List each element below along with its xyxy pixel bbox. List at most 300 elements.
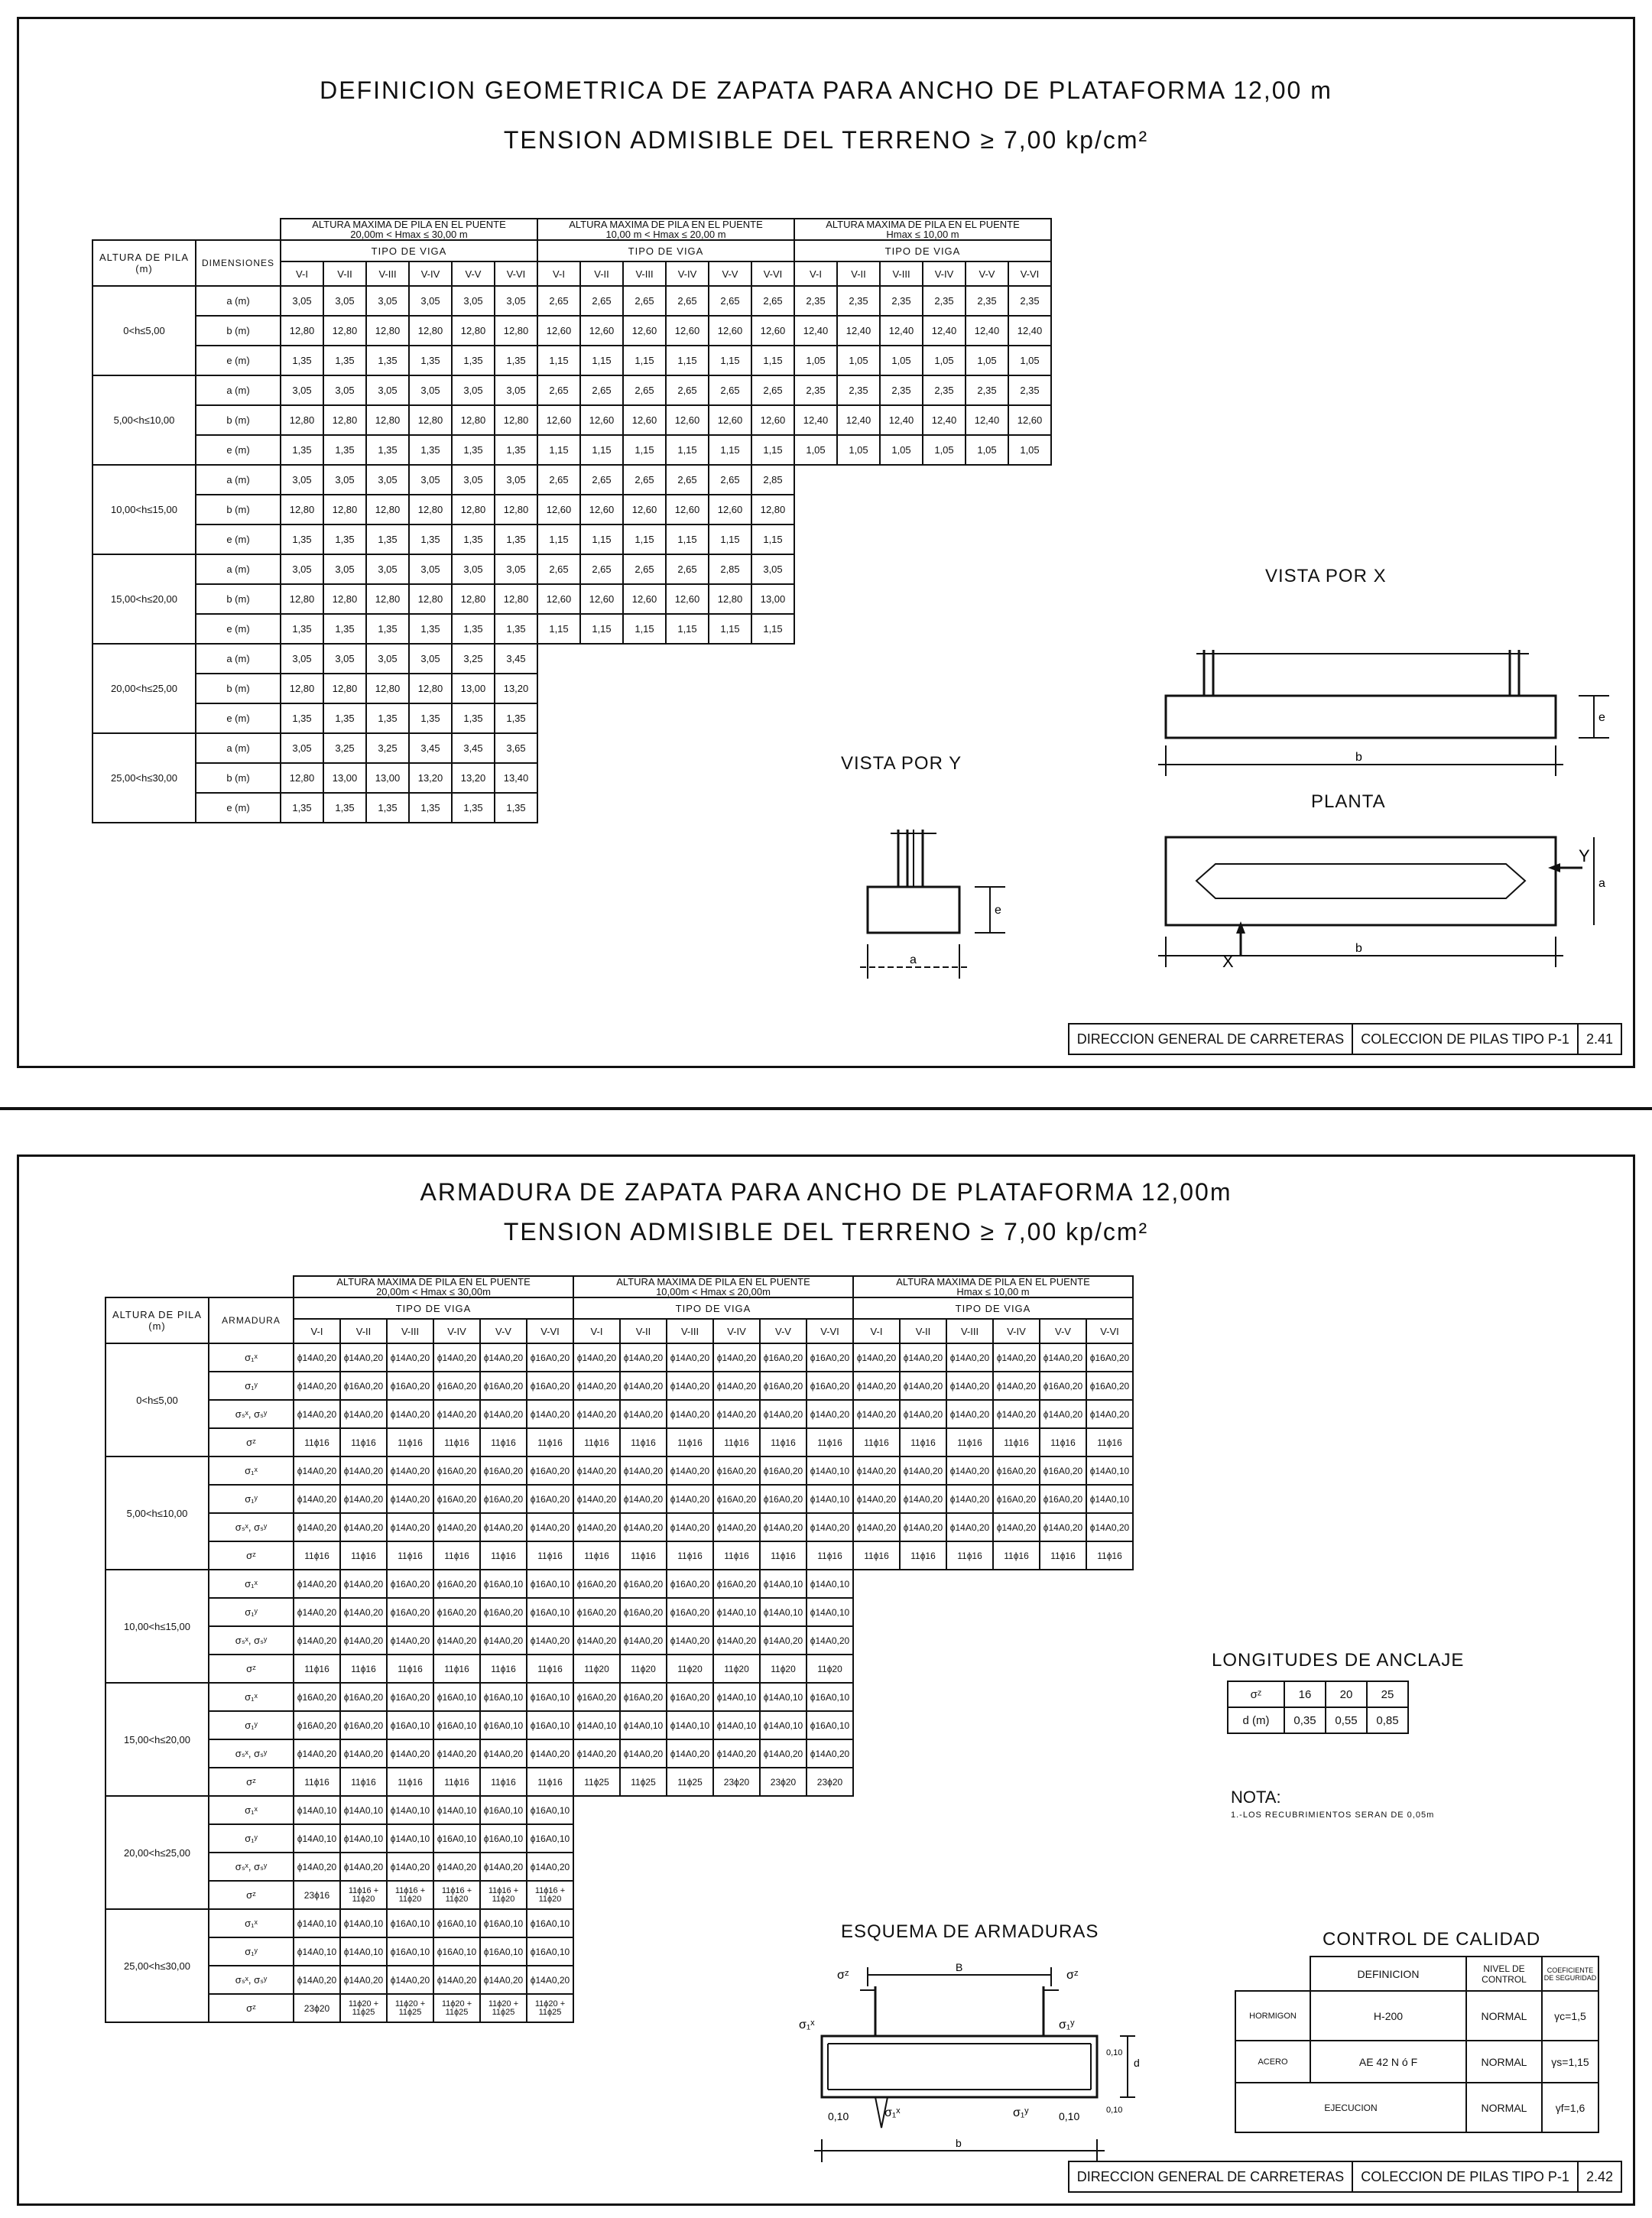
value-cell: 3,05 <box>281 375 323 405</box>
value-cell: 12,80 <box>281 763 323 793</box>
row-sub-label: a (m) <box>196 733 281 763</box>
value-cell: ϕ14A0,20 <box>667 1400 713 1428</box>
row-sub-label: b (m) <box>196 405 281 435</box>
value-cell: 11ϕ16 <box>294 1655 340 1683</box>
anclaje-table <box>1227 1681 1409 1734</box>
value-cell: 3,05 <box>281 465 323 495</box>
value-cell: 12,80 <box>323 316 366 346</box>
table-row <box>105 1626 1133 1655</box>
value-cell: ϕ16A0,20 <box>433 1485 480 1513</box>
value-cell: ϕ14A0,20 <box>387 1485 433 1513</box>
value-cell: ϕ14A0,20 <box>433 1513 480 1541</box>
table-row <box>92 524 1051 554</box>
value-cell: ϕ16A0,20 <box>1040 1456 1086 1485</box>
viga-header-2: V-III <box>946 1319 993 1343</box>
value-cell: ϕ14A0,20 <box>620 1372 667 1400</box>
arrow-x-label: X <box>1222 952 1234 971</box>
value-cell: 23ϕ20 <box>760 1768 807 1796</box>
table-row <box>105 1655 1133 1683</box>
value-cell: 12,80 <box>323 584 366 614</box>
value-cell: 3,05 <box>281 644 323 674</box>
viga-header-3: V-IV <box>409 261 452 286</box>
value-cell: ϕ14A0,20 <box>294 1739 340 1768</box>
value-cell: 3,05 <box>323 375 366 405</box>
value-cell: ϕ14A0,20 <box>433 1966 480 1994</box>
vista-y-drawing <box>852 814 1036 998</box>
value-cell: 3,05 <box>323 644 366 674</box>
viga-header-1: V-II <box>620 1319 667 1343</box>
value-cell: 1,05 <box>880 346 923 375</box>
esq-cover-top: 0,10 <box>1106 2048 1123 2057</box>
value-cell: 2,35 <box>1008 375 1051 405</box>
planta-dim-b: b <box>1355 942 1362 955</box>
anclaje-head-16: 16 <box>1284 1681 1326 1707</box>
table-row <box>105 1768 1133 1796</box>
value-cell: 1,15 <box>580 346 623 375</box>
value-cell: 12,60 <box>751 316 794 346</box>
value-cell: 1,15 <box>709 346 751 375</box>
value-cell: 13,00 <box>751 584 794 614</box>
value-cell: ϕ14A0,20 <box>853 1400 900 1428</box>
row-sub-label: σ₁ʸ <box>209 1485 294 1513</box>
table-row <box>105 1372 1133 1400</box>
value-cell: ϕ14A0,20 <box>294 1343 340 1372</box>
viga-header-3: V-IV <box>993 1319 1040 1343</box>
value-cell: ϕ14A0,20 <box>573 1626 620 1655</box>
anclaje-head-sigma: σᶻ <box>1228 1681 1284 1707</box>
value-cell: 1,35 <box>452 703 495 733</box>
value-cell: ϕ14A0,20 <box>340 1739 387 1768</box>
value-cell: 3,05 <box>323 286 366 316</box>
viga-header-1: V-II <box>340 1319 387 1343</box>
value-cell: 2,65 <box>580 375 623 405</box>
viga-header-1: V-II <box>900 1319 946 1343</box>
value-cell: 1,35 <box>323 346 366 375</box>
viga-header-2: V-III <box>387 1319 433 1343</box>
value-cell: ϕ14A0,20 <box>620 1739 667 1768</box>
value-cell: 2,65 <box>537 286 580 316</box>
value-cell: 3,05 <box>409 375 452 405</box>
group-label1: ALTURA MAXIMA DE PILA EN EL PUENTE <box>616 1276 810 1288</box>
tipo-viga-header: TIPO DE VIGA <box>573 1297 853 1319</box>
control-head-definicion: DEFINICION <box>1310 1957 1466 1991</box>
viga-header-1: V-II <box>323 261 366 286</box>
row-range-label: 0<h≤5,00 <box>92 286 196 375</box>
value-cell: 12,80 <box>495 584 537 614</box>
value-cell: 12,80 <box>709 584 751 614</box>
value-cell: 3,65 <box>495 733 537 763</box>
value-cell: 12,80 <box>409 495 452 524</box>
value-cell: ϕ16A0,20 <box>573 1683 620 1711</box>
value-cell: ϕ14A0,20 <box>480 1626 527 1655</box>
row-sub-label: σₛˣ, σₛʸ <box>209 1853 294 1881</box>
value-cell: ϕ14A0,20 <box>1086 1400 1133 1428</box>
value-cell: 11ϕ16 <box>527 1541 573 1570</box>
esquema-drawing <box>791 1960 1219 2174</box>
value-cell: ϕ14A0,20 <box>527 1626 573 1655</box>
col-altura-header: ALTURA DE PILA (m) <box>92 240 196 286</box>
value-cell: ϕ14A0,20 <box>946 1485 993 1513</box>
table-row <box>105 1711 1133 1739</box>
value-cell: 12,80 <box>366 584 409 614</box>
value-cell: ϕ16A0,20 <box>480 1598 527 1626</box>
value-cell: ϕ14A0,20 <box>340 1598 387 1626</box>
value-cell: 12,40 <box>1008 316 1051 346</box>
value-cell: 11ϕ16 + 11ϕ20 <box>340 1881 387 1909</box>
value-cell: ϕ14A0,20 <box>573 1739 620 1768</box>
group-header-2 <box>853 1276 1133 1297</box>
value-cell: ϕ16A0,20 <box>387 1570 433 1598</box>
table-row <box>92 554 1051 584</box>
value-cell: ϕ14A0,20 <box>807 1513 853 1541</box>
control-hormigon-def: H-200 <box>1310 1991 1466 2041</box>
value-cell: ϕ14A0,20 <box>713 1626 760 1655</box>
value-cell: 23ϕ20 <box>807 1768 853 1796</box>
viga-header-2: V-III <box>667 1319 713 1343</box>
viga-header-4: V-V <box>480 1319 527 1343</box>
value-cell: 1,35 <box>495 435 537 465</box>
esq-cover-left: 0,10 <box>828 2110 849 2122</box>
value-cell: ϕ16A0,10 <box>527 1937 573 1966</box>
row-sub-label: σₛˣ, σₛʸ <box>209 1626 294 1655</box>
value-cell: ϕ14A0,10 <box>713 1598 760 1626</box>
sheet1-title-line1: DEFINICION GEOMETRICA DE ZAPATA PARA ANCHO DE PLATAFORMA 12,00 m <box>320 76 1332 104</box>
row-sub-label: σ₁ʸ <box>209 1937 294 1966</box>
anclaje-row-label: d (m) <box>1228 1707 1284 1733</box>
value-cell: ϕ14A0,20 <box>573 1372 620 1400</box>
value-cell: 2,65 <box>623 465 666 495</box>
value-cell: ϕ14A0,20 <box>527 1513 573 1541</box>
value-cell: 11ϕ16 <box>480 1428 527 1456</box>
value-cell: 12,80 <box>495 405 537 435</box>
value-cell: ϕ14A0,20 <box>1040 1400 1086 1428</box>
value-cell: ϕ16A0,20 <box>667 1570 713 1598</box>
value-cell: 2,65 <box>666 465 709 495</box>
value-cell: 1,15 <box>666 435 709 465</box>
value-cell: 1,15 <box>537 435 580 465</box>
value-cell: 11ϕ20 + 11ϕ25 <box>387 1994 433 2022</box>
value-cell: 11ϕ16 <box>713 1428 760 1456</box>
tipo-viga-header: TIPO DE VIGA <box>281 240 537 261</box>
value-cell: ϕ14A0,20 <box>294 1853 340 1881</box>
row-sub-label: σₛˣ, σₛʸ <box>209 1966 294 1994</box>
anclaje-val-20: 0,55 <box>1326 1707 1367 1733</box>
value-cell: ϕ14A0,20 <box>294 1570 340 1598</box>
table-row <box>92 495 1051 524</box>
value-cell: 12,80 <box>281 405 323 435</box>
table-row <box>105 1853 1133 1881</box>
value-cell: 11ϕ16 <box>853 1428 900 1456</box>
value-cell: 11ϕ16 <box>667 1428 713 1456</box>
value-cell: 12,80 <box>281 316 323 346</box>
value-cell: ϕ14A0,20 <box>527 1853 573 1881</box>
value-cell: ϕ14A0,20 <box>946 1372 993 1400</box>
value-cell: ϕ14A0,20 <box>993 1372 1040 1400</box>
table-row <box>105 1485 1133 1513</box>
value-cell: ϕ16A0,10 <box>433 1824 480 1853</box>
value-cell: ϕ16A0,10 <box>480 1909 527 1937</box>
row-sub-label: σᶻ <box>209 1994 294 2022</box>
table-row <box>105 1739 1133 1768</box>
value-cell: 2,65 <box>580 286 623 316</box>
control-row-acero: ACERO <box>1235 2041 1310 2083</box>
table-row <box>92 286 1051 316</box>
value-cell: ϕ14A0,20 <box>667 1739 713 1768</box>
control-row-ejecucion: EJECUCION <box>1235 2083 1466 2132</box>
value-cell: ϕ14A0,20 <box>480 1739 527 1768</box>
value-cell: 11ϕ16 <box>853 1541 900 1570</box>
value-cell: ϕ14A0,20 <box>807 1626 853 1655</box>
value-cell: 12,60 <box>537 405 580 435</box>
viga-header-4: V-V <box>966 261 1008 286</box>
value-cell: ϕ14A0,20 <box>294 1966 340 1994</box>
value-cell: ϕ16A0,20 <box>573 1570 620 1598</box>
value-cell: 2,35 <box>880 286 923 316</box>
value-cell: 12,40 <box>966 316 1008 346</box>
value-cell: ϕ14A0,20 <box>620 1456 667 1485</box>
group-label2: Hmax ≤ 10,00 m <box>886 229 959 240</box>
value-cell: 12,80 <box>366 495 409 524</box>
group-header-2 <box>794 219 1051 240</box>
value-cell: ϕ16A0,10 <box>807 1711 853 1739</box>
viga-header-3: V-IV <box>433 1319 480 1343</box>
viga-header-5: V-VI <box>751 261 794 286</box>
control-head-coef: COEFICIENTE DE SEGURIDAD <box>1542 1957 1598 1991</box>
value-cell: ϕ14A0,10 <box>1086 1485 1133 1513</box>
value-cell: ϕ14A0,20 <box>667 1456 713 1485</box>
value-cell: ϕ14A0,20 <box>853 1372 900 1400</box>
value-cell: ϕ16A0,10 <box>433 1711 480 1739</box>
value-cell: ϕ16A0,20 <box>340 1372 387 1400</box>
viga-header-4: V-V <box>452 261 495 286</box>
value-cell: 11ϕ20 <box>573 1655 620 1683</box>
value-cell: 1,15 <box>666 614 709 644</box>
value-cell: ϕ14A0,20 <box>946 1343 993 1372</box>
row-sub-label: b (m) <box>196 763 281 793</box>
value-cell: ϕ16A0,20 <box>667 1598 713 1626</box>
value-cell: 1,15 <box>751 614 794 644</box>
value-cell: 1,35 <box>452 346 495 375</box>
value-cell: 1,05 <box>923 435 966 465</box>
value-cell: 23ϕ16 <box>294 1881 340 1909</box>
value-cell: ϕ16A0,20 <box>620 1598 667 1626</box>
value-cell: 3,05 <box>495 554 537 584</box>
value-cell: 11ϕ20 <box>807 1655 853 1683</box>
esq-sigma-y-bottom: σ₁ʸ <box>1013 2106 1029 2119</box>
group-label2: 20,00m < Hmax ≤ 30,00 m <box>350 229 468 240</box>
value-cell: 11ϕ16 <box>760 1428 807 1456</box>
value-cell: 13,20 <box>409 763 452 793</box>
value-cell: 3,05 <box>409 644 452 674</box>
value-cell: ϕ14A0,10 <box>387 1824 433 1853</box>
value-cell: 2,35 <box>794 286 837 316</box>
esq-b-label: b <box>956 2137 962 2149</box>
row-range-label: 0<h≤5,00 <box>105 1343 209 1456</box>
row-sub-label: σᶻ <box>209 1428 294 1456</box>
value-cell: 2,35 <box>837 375 880 405</box>
value-cell: ϕ14A0,20 <box>340 1570 387 1598</box>
value-cell: ϕ16A0,20 <box>433 1456 480 1485</box>
value-cell: ϕ16A0,20 <box>620 1570 667 1598</box>
value-cell: 11ϕ25 <box>667 1768 713 1796</box>
value-cell: ϕ14A0,10 <box>340 1796 387 1824</box>
value-cell: ϕ14A0,10 <box>760 1570 807 1598</box>
esquema-title: ESQUEMA DE ARMADURAS <box>841 1921 1099 1942</box>
sheet2-title-line2: TENSION ADMISIBLE DEL TERRENO ≥ 7,00 kp/cm² <box>503 1218 1149 1245</box>
value-cell: ϕ14A0,20 <box>713 1400 760 1428</box>
value-cell: 11ϕ16 <box>433 1541 480 1570</box>
control-table <box>1235 1956 1599 2133</box>
value-cell: ϕ14A0,20 <box>294 1598 340 1626</box>
value-cell: 11ϕ16 <box>900 1428 946 1456</box>
value-cell: 3,05 <box>452 554 495 584</box>
value-cell: 1,15 <box>623 614 666 644</box>
table-row <box>105 1513 1133 1541</box>
value-cell: 2,65 <box>709 286 751 316</box>
value-cell: ϕ16A0,10 <box>480 1824 527 1853</box>
row-sub-label: σ₁ʸ <box>209 1711 294 1739</box>
vista-x-drawing <box>1151 623 1624 784</box>
value-cell: ϕ16A0,20 <box>294 1683 340 1711</box>
value-cell: ϕ14A0,20 <box>340 1400 387 1428</box>
row-sub-label: a (m) <box>196 554 281 584</box>
value-cell: 1,15 <box>666 346 709 375</box>
value-cell: 11ϕ16 <box>340 1428 387 1456</box>
viga-header-4: V-V <box>760 1319 807 1343</box>
value-cell: 12,80 <box>409 316 452 346</box>
viga-header-4: V-V <box>1040 1319 1086 1343</box>
value-cell: ϕ16A0,10 <box>527 1711 573 1739</box>
value-cell: 23ϕ20 <box>294 1994 340 2022</box>
viga-header-0: V-I <box>294 1319 340 1343</box>
group-label1: ALTURA MAXIMA DE PILA EN EL PUENTE <box>312 219 506 230</box>
value-cell: 11ϕ16 <box>387 1768 433 1796</box>
group-label1: ALTURA MAXIMA DE PILA EN EL PUENTE <box>826 219 1020 230</box>
value-cell: 11ϕ16 + 11ϕ20 <box>480 1881 527 1909</box>
value-cell: 12,80 <box>452 316 495 346</box>
value-cell: 3,05 <box>366 554 409 584</box>
value-cell: ϕ14A0,20 <box>900 1513 946 1541</box>
value-cell: 11ϕ16 <box>807 1428 853 1456</box>
anclaje-head-25: 25 <box>1367 1681 1408 1707</box>
value-cell: 13,00 <box>323 763 366 793</box>
control-row-hormigon: HORMIGON <box>1235 1991 1310 2041</box>
value-cell: ϕ14A0,20 <box>713 1739 760 1768</box>
viga-header-5: V-VI <box>495 261 537 286</box>
viga-header-3: V-IV <box>666 261 709 286</box>
value-cell: 11ϕ16 <box>620 1541 667 1570</box>
value-cell: 12,80 <box>366 405 409 435</box>
value-cell: 12,60 <box>666 584 709 614</box>
value-cell: ϕ14A0,20 <box>387 1626 433 1655</box>
row-sub-label: e (m) <box>196 703 281 733</box>
value-cell: ϕ14A0,20 <box>294 1513 340 1541</box>
value-cell: 1,35 <box>323 793 366 823</box>
viga-header-2: V-III <box>623 261 666 286</box>
value-cell: 3,25 <box>323 733 366 763</box>
value-cell: 2,35 <box>837 286 880 316</box>
value-cell: 1,05 <box>794 435 837 465</box>
value-cell: 2,35 <box>966 286 1008 316</box>
value-cell: 12,60 <box>623 584 666 614</box>
value-cell: ϕ16A0,20 <box>480 1372 527 1400</box>
value-cell: ϕ16A0,20 <box>387 1372 433 1400</box>
control-ejecucion-nivel: NORMAL <box>1466 2083 1542 2132</box>
value-cell: 2,35 <box>1008 286 1051 316</box>
value-cell: ϕ16A0,10 <box>480 1570 527 1598</box>
value-cell: ϕ16A0,10 <box>527 1909 573 1937</box>
value-cell: ϕ16A0,10 <box>480 1937 527 1966</box>
anclaje-val-16: 0,35 <box>1284 1707 1326 1733</box>
row-sub-label: b (m) <box>196 495 281 524</box>
table-row <box>92 584 1051 614</box>
sheet-separator <box>0 1107 1652 1110</box>
row-sub-label: σ₁ˣ <box>209 1909 294 1937</box>
control-acero-def: AE 42 N ó F <box>1310 2041 1466 2083</box>
value-cell: 2,35 <box>923 375 966 405</box>
group-header-1 <box>573 1276 853 1297</box>
value-cell: ϕ14A0,20 <box>667 1513 713 1541</box>
value-cell: ϕ16A0,10 <box>387 1909 433 1937</box>
row-range-label: 20,00<h≤25,00 <box>92 644 196 733</box>
row-range-label: 20,00<h≤25,00 <box>105 1796 209 1909</box>
value-cell: ϕ14A0,20 <box>620 1485 667 1513</box>
value-cell: 1,05 <box>794 346 837 375</box>
value-cell: 1,35 <box>409 614 452 644</box>
value-cell: 1,15 <box>580 524 623 554</box>
value-cell: ϕ14A0,20 <box>760 1400 807 1428</box>
value-cell: ϕ16A0,20 <box>713 1485 760 1513</box>
value-cell: 1,35 <box>323 614 366 644</box>
value-cell: ϕ14A0,10 <box>760 1683 807 1711</box>
value-cell: ϕ14A0,20 <box>433 1400 480 1428</box>
value-cell: 1,05 <box>966 346 1008 375</box>
value-cell: 11ϕ16 <box>993 1428 1040 1456</box>
viga-header-5: V-VI <box>1008 261 1051 286</box>
table-row <box>92 435 1051 465</box>
value-cell: ϕ14A0,20 <box>620 1626 667 1655</box>
value-cell: 11ϕ16 <box>946 1428 993 1456</box>
sheet1-title-line2: TENSION ADMISIBLE DEL TERRENO ≥ 7,00 kp/cm² <box>503 126 1149 154</box>
value-cell: 11ϕ16 <box>620 1428 667 1456</box>
value-cell: ϕ14A0,20 <box>480 1513 527 1541</box>
value-cell: ϕ16A0,20 <box>620 1683 667 1711</box>
value-cell: 1,15 <box>537 614 580 644</box>
value-cell: 12,40 <box>794 316 837 346</box>
control-hormigon-nivel: NORMAL <box>1466 1991 1542 2041</box>
row-sub-label: σ₁ʸ <box>209 1824 294 1853</box>
value-cell: ϕ16A0,20 <box>993 1485 1040 1513</box>
value-cell: 1,15 <box>623 524 666 554</box>
value-cell: 11ϕ20 + 11ϕ25 <box>527 1994 573 2022</box>
value-cell: 11ϕ25 <box>620 1768 667 1796</box>
value-cell: 3,45 <box>452 733 495 763</box>
value-cell: 1,35 <box>452 614 495 644</box>
value-cell: 11ϕ16 <box>1040 1428 1086 1456</box>
value-cell: 12,60 <box>623 316 666 346</box>
value-cell: ϕ14A0,20 <box>387 1513 433 1541</box>
value-cell: 11ϕ20 + 11ϕ25 <box>433 1994 480 2022</box>
value-cell: ϕ14A0,20 <box>480 1966 527 1994</box>
geometry-table <box>92 218 1052 823</box>
value-cell: 11ϕ16 <box>433 1768 480 1796</box>
value-cell: ϕ14A0,20 <box>573 1485 620 1513</box>
value-cell: ϕ16A0,10 <box>387 1937 433 1966</box>
value-cell: 12,60 <box>623 495 666 524</box>
table-row <box>105 1428 1133 1456</box>
vista-y-dim-a: a <box>910 953 917 966</box>
value-cell: 3,05 <box>452 375 495 405</box>
